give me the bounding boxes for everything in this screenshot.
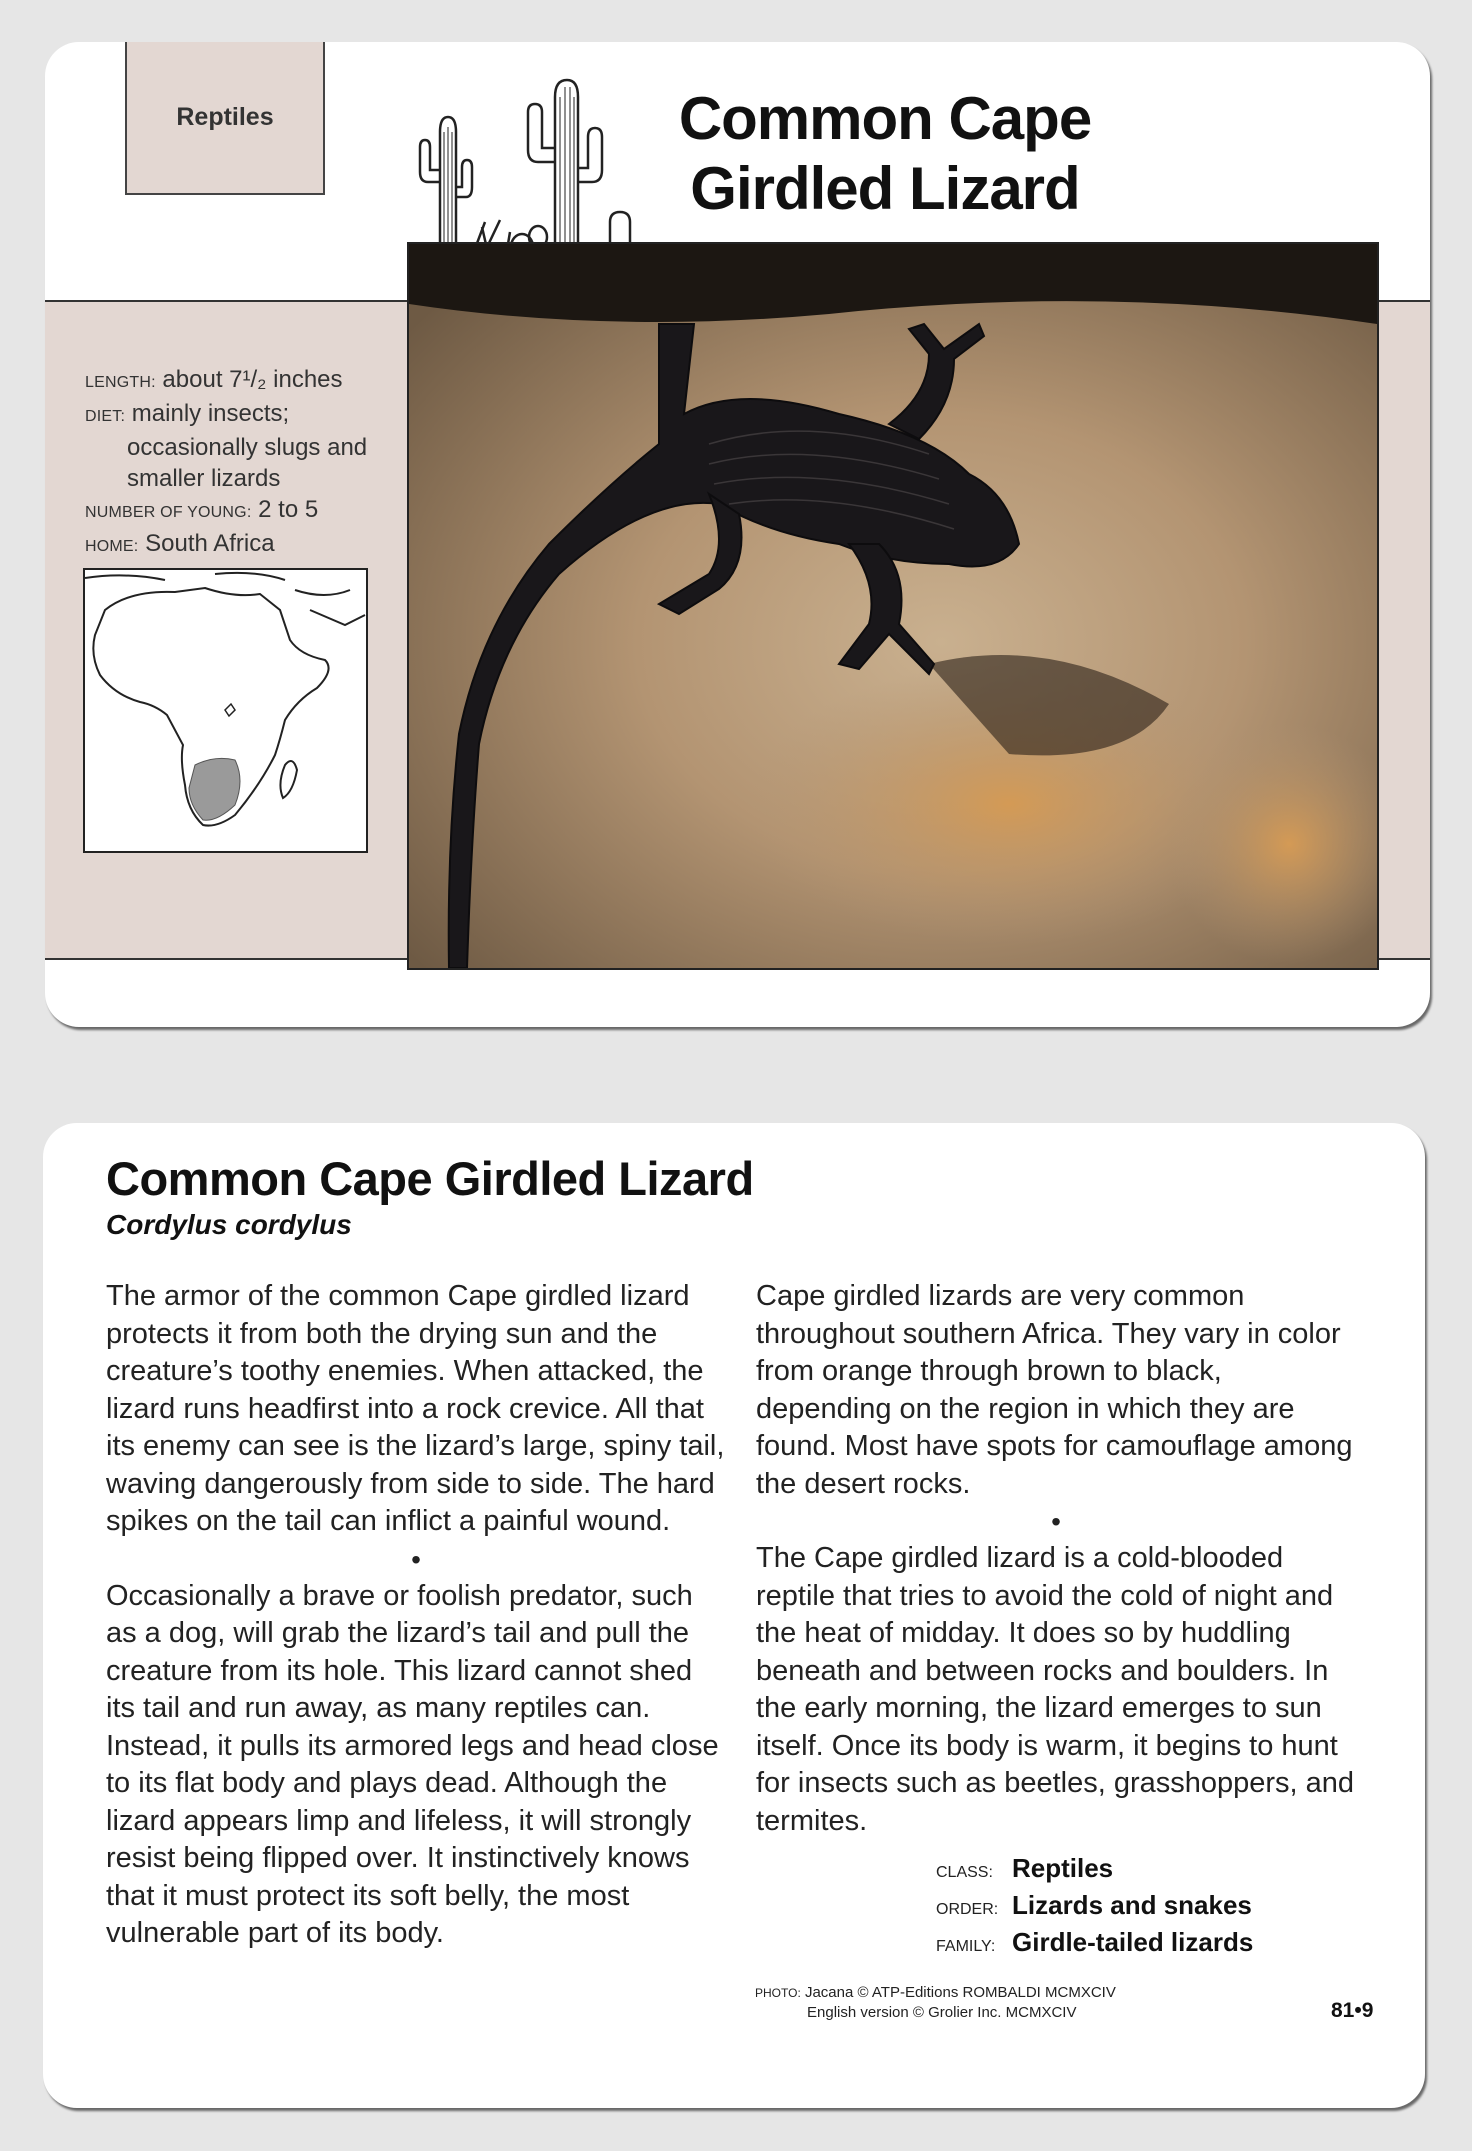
order-row xyxy=(936,1889,1253,1926)
bullet-separator: • xyxy=(411,1543,421,1575)
scientific-name: Cordylus cordylus xyxy=(106,1209,352,1240)
classification xyxy=(936,1852,1253,1963)
fact-young-key: NUMBER OF YOUNG: xyxy=(85,504,252,521)
fact-young xyxy=(85,494,385,528)
paragraph: Cape girdled lizards are very common throughout southern Africa. They vary in color from orange through brown to black, depending on the region in which they are found. Most have spots for camouflage among the desert rocks. xyxy=(756,1280,1353,1500)
fact-diet-value-1: mainly insects; xyxy=(131,400,290,427)
fact-diet-key: DIET: xyxy=(85,408,126,425)
order-value: Lizards and snakes xyxy=(1012,1890,1252,1920)
class-value: Reptiles xyxy=(1012,1853,1114,1883)
category-tab xyxy=(125,42,325,195)
title-line-1: Common Cape xyxy=(678,85,1092,152)
africa-range-map xyxy=(83,568,368,853)
family-key: FAMILY: xyxy=(936,1938,996,1955)
front-card xyxy=(45,42,1430,1027)
fact-diet-value-2: occasionally slugs and xyxy=(127,434,368,461)
family-value: Girdle-tailed lizards xyxy=(1012,1927,1254,1957)
back-title: Common Cape Girdled Lizard xyxy=(106,1152,754,1205)
paragraph: The Cape girdled lizard is a cold-blooded reptile that tries to avoid the cold of night and the heat of midday. It does so by huddling beneath and between rocks and boulders. In the early morning, the lizard emerges to sun itself. Once its body is warm, it begins to hunt for insects such as beetles, grasshoppers, and termites. xyxy=(756,1542,1355,1837)
fact-length-value: about 7¹/₂ inches xyxy=(162,366,343,393)
photo-credit xyxy=(755,1983,1116,2023)
bullet-separator: • xyxy=(1051,1506,1061,1537)
fact-home-key: HOME: xyxy=(85,538,139,555)
credit-key: PHOTO: xyxy=(755,1986,801,2000)
credit-value: Jacana © ATP-Editions ROMBALDI MCMXCIV xyxy=(804,1984,1116,2001)
card-number: 81•9 xyxy=(1331,1999,1374,2022)
category-label: Reptiles xyxy=(176,103,274,131)
paragraph: Occasionally a brave or foolish predator, such as a dog, will grab the lizard’s tail and pull the creature from its hole. This lizard cannot shed its tail and run away, as many reptiles can. Instead, it pulls its armored legs and head close to its flat body and plays dead. Although the lizard appears limp and lifeless, it will strongly resist being flipped over. It instinctively knows that it must protect its soft belly, the most vulnerable part of its body. xyxy=(106,1579,719,1949)
paragraph: The armor of the common Cape girdled lizard protects it from both the drying sun and the creature’s toothy enemies. When attacked, the lizard runs headfirst into a rock crevice. All that its enemy can see is the lizard’s large, spiny tail, waving dangerously from side to side. The hard spikes on the tail can inflict a painful wound. xyxy=(106,1280,725,1537)
card-title xyxy=(635,84,1135,224)
fact-diet-value-3: smaller lizards xyxy=(127,465,281,492)
credit-line-2: English version © Grolier Inc. MCMXCIV xyxy=(807,2004,1077,2021)
class-row xyxy=(936,1852,1253,1889)
fact-diet xyxy=(85,398,385,432)
text-column-right xyxy=(756,1278,1356,1840)
family-row xyxy=(936,1926,1253,1963)
title-line-2: Girdled Lizard xyxy=(690,155,1080,222)
quick-facts xyxy=(85,364,385,562)
fact-length-key: LENGTH: xyxy=(85,374,156,391)
back-card xyxy=(43,1123,1425,2108)
class-key: CLASS: xyxy=(936,1864,993,1881)
text-column-left xyxy=(106,1278,726,1953)
fact-home xyxy=(85,528,385,562)
fact-home-value: South Africa xyxy=(145,530,275,557)
order-key: ORDER: xyxy=(936,1901,999,1918)
fact-young-value: 2 to 5 xyxy=(258,496,319,523)
fact-length xyxy=(85,364,385,398)
lizard-photo xyxy=(407,242,1379,970)
